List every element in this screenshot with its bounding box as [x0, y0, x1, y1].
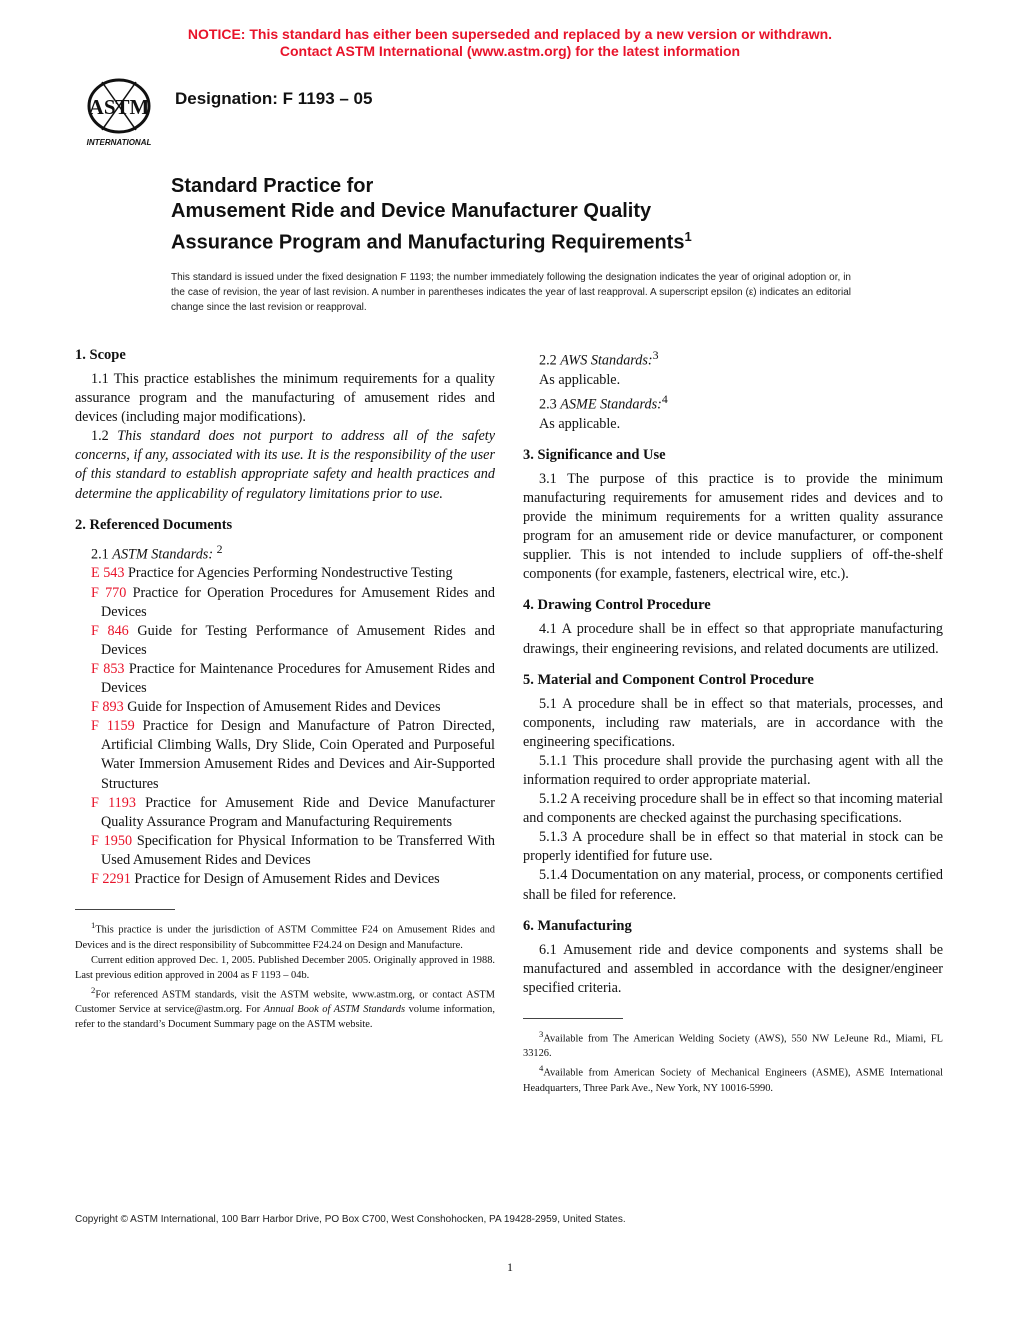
- referenced-heading: 2. Referenced Documents: [75, 516, 233, 533]
- ref-text: Specification for Physical Information to be Transferred With Used Amusement Rides and Devices: [101, 832, 496, 868]
- document-title: [171, 174, 971, 256]
- ref-item: [75, 584, 495, 622]
- title-line-3: [171, 224, 971, 256]
- title-footnote-mark: 1: [684, 229, 692, 244]
- title-line-1: Standard Practice for: [171, 175, 374, 197]
- ref-code-link[interactable]: F 1950: [91, 832, 133, 849]
- left-column: [75, 346, 495, 1032]
- fn1-text: This practice is under the jurisdiction of ASTM Committee F24 on Amusement Rides and Devices and is the direct responsibility of Subcommittee F24.24 on Design and Manufacture.: [75, 924, 495, 951]
- title-line-2: Amusement Ride and Device Manufacturer Quality: [171, 200, 652, 222]
- footnote-divider: [523, 1018, 623, 1019]
- ref-code-link[interactable]: F 893: [91, 699, 124, 716]
- astm-logo-icon: [76, 76, 162, 148]
- ref-code-link[interactable]: E 543: [91, 565, 125, 582]
- ref-text: Practice for Agencies Performing Nondestructive Testing: [128, 565, 453, 582]
- ref-text: Guide for Inspection of Amusement Rides and Devices: [127, 699, 441, 716]
- footnote-2: [75, 983, 495, 1032]
- ref-code-link[interactable]: F 853: [91, 660, 125, 677]
- manufacturing-heading: 6. Manufacturing: [523, 917, 632, 934]
- fn3-mark: 3: [539, 1028, 544, 1039]
- ref-code-link[interactable]: F 2291: [91, 870, 131, 887]
- significance-heading: 3. Significance and Use: [523, 446, 666, 463]
- ref-text: Practice for Design of Amusement Rides and Devices: [134, 870, 440, 887]
- material-p5: 5.1.4 Documentation on any material, process, or components certified shall be filed for reference.: [523, 867, 943, 903]
- right-column: [523, 346, 943, 1096]
- footnote-3: [523, 1027, 943, 1061]
- ref-text: Practice for Design and Manufacture of Patron Directed, Artificial Climbing Walls, Dry Slide, Coin Operated and Purposeful Water Immersion Amusement Rides and Devices and Air-Supported Structures: [101, 718, 495, 792]
- ref-text: Practice for Operation Procedures for Amusement Rides and Devices: [101, 584, 496, 620]
- asme-prefix: 2.3: [539, 396, 561, 413]
- notice-line-1: NOTICE: This standard has either been superseded and replaced by a new version or withdrawn.: [187, 26, 833, 42]
- material-p4: 5.1.3 A procedure shall be in effect so that material in stock can be properly identified for future use.: [523, 829, 943, 865]
- aws-prefix: 2.2: [539, 352, 561, 369]
- ref-item: [75, 870, 495, 889]
- ref-code-link[interactable]: F 1193: [91, 794, 136, 811]
- ref-item: [75, 832, 495, 870]
- ref-item: [75, 794, 495, 832]
- astm-standards-label: [75, 540, 495, 565]
- drawing-p1: 4.1 A procedure shall be in effect so that appropriate manufacturing drawings, their engineering revisions, and related documents are utilized.: [523, 621, 943, 657]
- ref-item: [75, 564, 495, 583]
- material-p2: 5.1.1 This procedure shall provide the purchasing agent with all the information required to order appropriate material.: [523, 752, 943, 788]
- footnote-1: [75, 918, 495, 952]
- issued-note: This standard is issued under the fixed designation F 1193; the number immediately following the designation indicates the year of original adoption or, in the case of revision, the year of last revision. A number in parentheses indicates the year of last reapproval. A superscript epsilon (ε) indicates an editorial change since the last revision or reapproval.: [171, 272, 851, 313]
- asme-label: ASME Standards:: [560, 396, 662, 413]
- title-line-3-text: Assurance Program and Manufacturing Requirements: [171, 231, 685, 254]
- scope-p2: [75, 427, 495, 503]
- astm-prefix: 2.1: [91, 546, 113, 563]
- material-heading: 5. Material and Component Control Procedure: [523, 671, 814, 688]
- astm-label: ASTM Standards:: [112, 546, 214, 563]
- scope-p1: 1.1 This practice establishes the minimum requirements for a quality assurance program and the manufacturing of amusement rides and devices (including major modifications).: [75, 371, 495, 426]
- aws-standards-label: [523, 346, 943, 371]
- ref-code-link[interactable]: F 770: [91, 584, 127, 601]
- scope-p2-prefix: 1.2: [91, 428, 118, 445]
- ref-text: Guide for Testing Performance of Amusement Rides and Devices: [101, 622, 496, 658]
- scope-heading: 1. Scope: [75, 347, 126, 363]
- fn2-text-a: For referenced ASTM standards, visit the ASTM website, www.astm.org, or contact ASTM Customer Service at service@astm.org. For: [75, 989, 495, 1016]
- footnote-divider: [75, 909, 175, 910]
- asme-text: As applicable.: [539, 415, 621, 432]
- fn2-text-b: volume information, refer to the standard’s Document Summary page on the ASTM website.: [75, 1004, 495, 1031]
- fn4-text: Available from American Society of Mechanical Engineers (ASME), ASME International Headquarters, Three Park Ave., New York, NY 10016-5990.: [523, 1067, 943, 1094]
- fn2-italic: Annual Book of ASTM Standards: [263, 1004, 406, 1016]
- ref-code-link[interactable]: F 1159: [91, 718, 135, 735]
- fn1-mark: 1: [91, 920, 96, 931]
- designation: Designation: F 1193 – 05: [175, 89, 373, 108]
- fn3-text: Available from The American Welding Society (AWS), 550 NW LeJeune Rd., Miami, FL 33126.: [523, 1033, 943, 1060]
- manufacturing-p1: 6.1 Amusement ride and device components and systems shall be manufactured and assembled in accordance with the designer/engineer specified criteria.: [523, 941, 943, 996]
- copyright: Copyright © ASTM International, 100 Barr Harbor Drive, PO Box C700, West Conshohocken, PA 19428-2959, United States.: [75, 1214, 626, 1225]
- scope-p2-italic: This standard does not purport to address all of the safety concerns, if any, associated with its use. It is the responsibility of the user of this standard to establish appropriate safety and health practices and determine the applicability of regulatory limitations prior to use.: [75, 428, 495, 502]
- asme-footnote-mark: 4: [661, 391, 668, 406]
- ref-item: [75, 622, 495, 660]
- drawing-heading: 4. Drawing Control Procedure: [523, 597, 711, 614]
- aws-text: As applicable.: [539, 371, 621, 388]
- material-p1: 5.1 A procedure shall be in effect so that materials, processes, and components, including raw materials, are in accordance with the engineering specifications.: [523, 695, 943, 750]
- ref-code-link[interactable]: F 846: [91, 622, 129, 639]
- logo-text: ASTM: [88, 95, 150, 119]
- footnote-4: [523, 1061, 943, 1095]
- ref-text: Practice for Maintenance Procedures for Amusement Rides and Devices: [101, 660, 496, 697]
- ref-item: [75, 660, 495, 698]
- material-p3: 5.1.2 A receiving procedure shall be in effect so that incoming material and components are checked against the purchasing specifications.: [523, 791, 943, 827]
- footnote-1b: Current edition approved Dec. 1, 2005. Published December 2005. Originally approved in 1988. Last previous edition approved in 2004 as F 1193 – 04b.: [75, 954, 495, 981]
- aws-label: AWS Standards:: [560, 352, 653, 369]
- significance-p1: 3.1 The purpose of this practice is to provide the minimum manufacturing requirements for amusement rides and devices and to provide the minimum requirements for a written quality assurance program for an amusement ride or device manufacturer, or component supplier. This is not intended to include suppliers of off-the-shelf components (for example, fasteners, electrical wire, etc.).: [523, 470, 943, 583]
- page-number: 1: [507, 1260, 513, 1274]
- fn2-mark: 2: [91, 984, 96, 995]
- astm-footnote-mark: 2: [216, 541, 223, 556]
- aws-footnote-mark: 3: [652, 348, 659, 362]
- logo-subtext: INTERNATIONAL: [86, 138, 152, 147]
- ref-item: [75, 698, 495, 717]
- notice-line-2: Contact ASTM International (www.astm.org) for the latest information: [279, 43, 741, 59]
- asme-standards-label: [523, 390, 943, 415]
- ref-item: [75, 717, 495, 793]
- ref-text: Practice for Amusement Ride and Device Manufacturer Quality Assurance Program and Manufacturing Requirements: [101, 794, 495, 830]
- fn4-mark: 4: [539, 1063, 544, 1074]
- superseded-notice: [0, 26, 1020, 60]
